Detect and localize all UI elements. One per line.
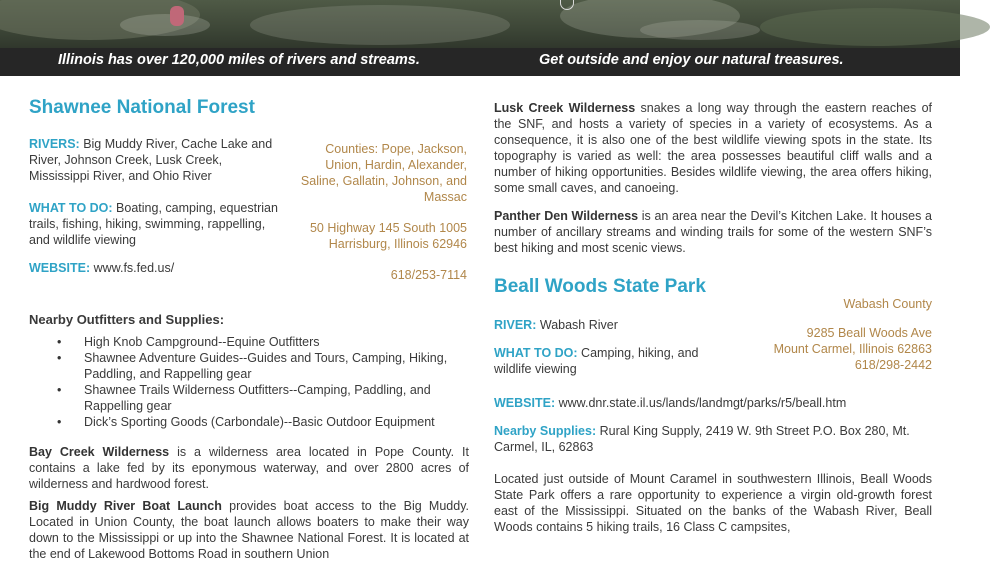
beall-todo	[494, 345, 734, 377]
big-muddy-name: Big Muddy River Boat Launch	[29, 499, 222, 513]
todo-text: Boating, camping, equestrian trails, fishing, hiking, swimming, rappelling, and wildlife viewing	[29, 201, 278, 247]
list-item: • Shawnee Trails Wilderness Outfitters--Camping, Paddling, and Rappelling gear	[57, 382, 457, 414]
panther-name: Panther Den Wilderness	[494, 209, 639, 223]
outfitters-heading: Nearby Outfitters and Supplies:	[29, 312, 225, 327]
banner-right-text: Get outside and enjoy our natural treasures.	[539, 52, 844, 68]
shawnee-counties: Counties: Pope, Jackson, Union, Hardin, Alexander, Saline, Gallatin, Johnson, and Massac	[300, 142, 467, 204]
supplies-text: Rural King Supply, 2419 W. 9th Street P.O. Box 280, Mt. Carmel, IL, 62863	[494, 424, 910, 454]
big-muddy-paragraph	[29, 498, 469, 562]
beall-address-2: Mount Carmel, Illinois 62863	[773, 342, 932, 356]
outfitters-list	[57, 334, 457, 430]
panther-text: is an area near the Devil’s Kitchen Lake. It houses a number of ancillary streams and winding trails for some of the western SNF’s best hiking and most scenic views.	[494, 209, 932, 255]
big-muddy-text: provides boat access to the Big Muddy. Located in Union County, the boat launch allows boaters to make their way down to the Mississippi or up into the Shawnee National Forest. It is located at the end of Lakewood Bottoms Road in southern Union	[29, 499, 469, 561]
river-text: Wabash River	[539, 318, 618, 332]
right-column	[494, 96, 932, 535]
shawnee-address-1: 50 Highway 145 South 1005	[309, 221, 467, 235]
rivers-text: Big Muddy River, Cache Lake and River, Johnson Creek, Lusk Creek, Mississippi River, and Ohio River	[29, 137, 273, 183]
wristband-detail	[170, 6, 184, 26]
shawnee-address-2: Harrisburg, Illinois 62946	[328, 237, 467, 251]
beall-county: Wabash County	[843, 297, 932, 311]
list-item: • Dick’s Sporting Goods (Carbondale)--Basic Outdoor Equipment	[57, 414, 457, 430]
shawnee-contact	[297, 141, 467, 283]
beall-info	[494, 317, 734, 377]
website-label: WEBSITE:	[29, 261, 91, 275]
left-column	[29, 96, 469, 562]
lusk-name: Lusk Creek Wilderness	[494, 101, 636, 115]
river-label: RIVER:	[494, 318, 537, 332]
bay-creek-name: Bay Creek Wilderness	[29, 445, 170, 459]
shawnee-title: Shawnee National Forest	[29, 97, 255, 118]
beall-website-link[interactable]: www.dnr.state.il.us/lands/landmgt/parks/r5/beall.htm	[558, 396, 847, 410]
beall-description: Located just outside of Mount Caramel in southwestern Illinois, Beall Woods State Park offers a rare opportunity to experience a virgin old-growth forest east of the Mississippi. Situated on the banks of the Wabash River, Beall Woods contains 5 hiking trails, 16 Class C campsites,	[494, 472, 932, 534]
banner-left-text: Illinois has over 120,000 miles of rivers and streams.	[58, 52, 420, 68]
beall-title: Beall Woods State Park	[494, 276, 706, 297]
lusk-text: snakes a long way through the eastern reaches of the SNF, and hosts a variety of species in a variety of ecosystems. As a consequence, it is also one of the best wildlife viewing spots in the state. Its topography is varied as well: the area possesses beautiful cliff walls and a number of hiking opportunities. Besides wildlife viewing, the area offers hiking, some small caves, and canoeing.	[494, 101, 932, 195]
shawnee-info	[29, 136, 279, 276]
website-link[interactable]: www.fs.fed.us/	[93, 261, 175, 275]
list-item: • High Knob Campground--Equine Outfitters	[57, 334, 457, 350]
todo-label: WHAT TO DO:	[29, 201, 113, 215]
shawnee-website	[29, 260, 279, 276]
shawnee-rivers	[29, 136, 279, 184]
shawnee-phone: 618/253-7114	[390, 268, 467, 282]
supplies-label: Nearby Supplies:	[494, 424, 597, 438]
bay-creek-paragraph	[29, 444, 469, 492]
shawnee-todo	[29, 200, 279, 248]
beall-supplies	[494, 423, 932, 455]
beall-website	[494, 395, 932, 411]
bay-creek-text: is a wilderness area located in Pope County. It contains a lake fed by its eponymous waterway, and over 2800 acres of wilderness and hardwood forest.	[29, 445, 469, 491]
beall-contact	[712, 325, 932, 373]
beall-river	[494, 317, 734, 333]
beall-todo-text: Camping, hiking, and wildlife viewing	[494, 346, 699, 376]
lusk-paragraph	[494, 100, 932, 196]
banner-band	[0, 48, 960, 76]
list-item: • Shawnee Adventure Guides--Guides and Tours, Camping, Hiking, Paddling, and Rappelling gear	[57, 350, 457, 382]
rivers-label: RIVERS:	[29, 137, 80, 151]
panther-paragraph	[494, 208, 932, 256]
beall-phone: 618/298-2442	[854, 358, 932, 372]
beall-todo-label: WHAT TO DO:	[494, 346, 578, 360]
beall-website-label: WEBSITE:	[494, 396, 556, 410]
beall-address-1: 9285 Beall Woods Ave	[806, 326, 932, 340]
